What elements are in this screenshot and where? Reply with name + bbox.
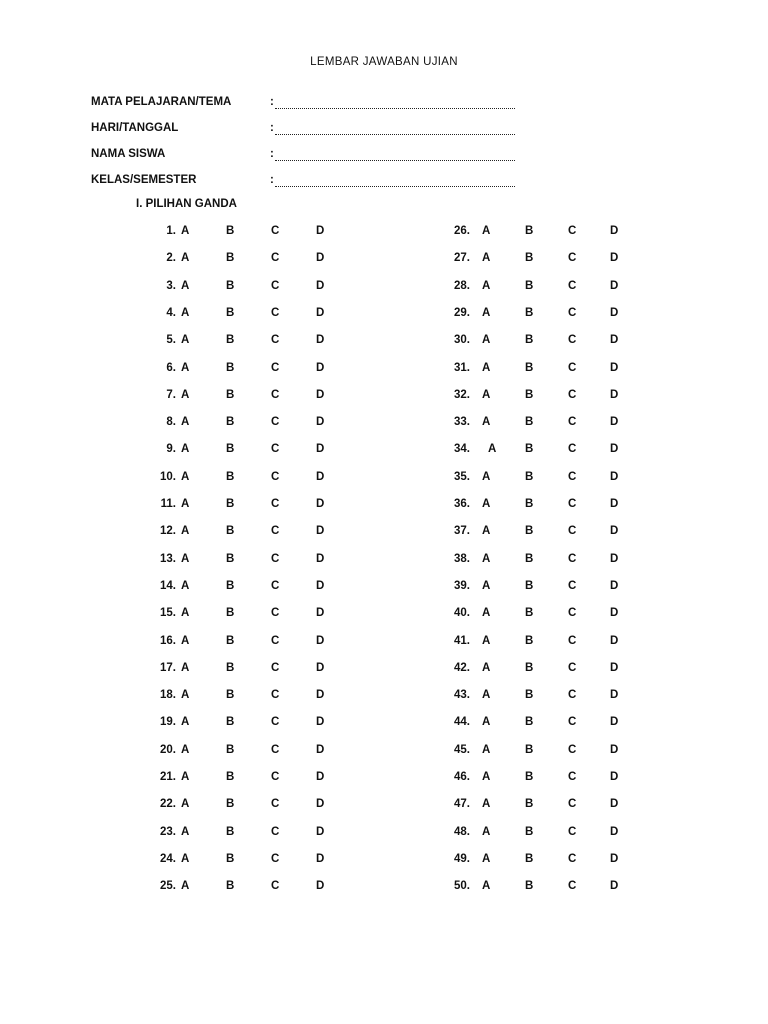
answer-option[interactable]: A xyxy=(181,552,190,565)
answer-option[interactable]: A xyxy=(482,852,491,865)
answer-option[interactable]: D xyxy=(610,825,619,838)
answer-option[interactable]: A xyxy=(181,880,190,893)
question-number: 17. xyxy=(160,661,176,674)
answer-option[interactable]: B xyxy=(226,716,235,729)
question-number: 35. xyxy=(454,470,470,483)
answer-option[interactable]: C xyxy=(271,743,280,756)
answer-option[interactable]: C xyxy=(568,552,577,565)
answer-option[interactable]: C xyxy=(568,607,577,620)
answer-option[interactable]: A xyxy=(482,743,491,756)
answer-option[interactable]: C xyxy=(568,771,577,783)
answer-option[interactable]: C xyxy=(568,443,577,456)
question-number: 6. xyxy=(166,361,176,374)
question-row-right xyxy=(0,715,768,729)
answer-option[interactable]: A xyxy=(181,634,190,647)
answer-option[interactable]: C xyxy=(271,716,280,729)
question-number: 10. xyxy=(160,470,176,483)
answer-option[interactable]: A xyxy=(482,771,491,783)
question-row-right xyxy=(0,306,768,320)
question-number: 19. xyxy=(160,716,176,729)
answer-option[interactable]: B xyxy=(226,306,235,319)
question-row-right xyxy=(0,415,768,429)
answer-option[interactable]: C xyxy=(568,470,577,483)
page-title: LEMBAR JAWABAN UJIAN xyxy=(310,56,458,68)
question-row-right xyxy=(0,333,768,347)
answer-option[interactable]: B xyxy=(525,852,534,865)
answer-option[interactable]: A xyxy=(181,306,190,319)
question-number: 46. xyxy=(454,771,470,783)
answer-option[interactable]: C xyxy=(271,225,280,237)
question-number: 45. xyxy=(454,743,470,756)
answer-option[interactable]: B xyxy=(525,743,534,756)
question-number: 31. xyxy=(454,361,470,374)
answer-option[interactable]: D xyxy=(316,880,325,893)
answer-option[interactable]: A xyxy=(181,607,190,620)
question-row-right xyxy=(0,279,768,293)
answer-option[interactable]: A xyxy=(482,470,491,483)
answer-option[interactable]: D xyxy=(316,743,325,756)
answer-option[interactable]: D xyxy=(316,306,325,319)
question-number: 15. xyxy=(160,607,176,620)
answer-option[interactable]: D xyxy=(610,279,619,292)
question-number: 47. xyxy=(454,798,470,811)
section-title: I. PILIHAN GANDA xyxy=(136,198,237,210)
answer-option[interactable]: D xyxy=(610,552,619,565)
answer-option[interactable]: C xyxy=(271,388,280,401)
answer-option[interactable]: A xyxy=(482,880,491,893)
answer-option[interactable]: C xyxy=(271,689,280,702)
answer-option[interactable]: C xyxy=(568,825,577,838)
answer-option[interactable]: B xyxy=(525,798,534,811)
question-number: 16. xyxy=(160,634,176,647)
answer-option[interactable]: B xyxy=(525,552,534,565)
answer-option[interactable]: B xyxy=(226,388,235,401)
answer-option[interactable]: A xyxy=(181,743,190,756)
answer-option[interactable]: B xyxy=(226,880,235,893)
question-number: 42. xyxy=(454,661,470,674)
question-number: 22. xyxy=(160,798,176,811)
answer-option[interactable]: D xyxy=(316,470,325,483)
question-number: 38. xyxy=(454,552,470,565)
answer-option[interactable]: B xyxy=(226,579,235,592)
question-row-right xyxy=(0,606,768,620)
question-number: 29. xyxy=(454,306,470,319)
answer-option[interactable]: A xyxy=(181,525,190,538)
question-number: 37. xyxy=(454,525,470,538)
answer-option[interactable]: B xyxy=(525,634,534,647)
answer-option[interactable]: A xyxy=(482,252,491,265)
answer-option[interactable]: B xyxy=(525,498,534,510)
field-colon: : xyxy=(270,122,274,134)
answer-option[interactable]: B xyxy=(226,443,235,456)
question-number: 13. xyxy=(160,552,176,565)
answer-option[interactable]: A xyxy=(482,388,491,401)
answer-option[interactable]: D xyxy=(610,225,619,237)
answer-option[interactable]: A xyxy=(482,498,491,510)
question-row-right xyxy=(0,797,768,811)
question-number: 41. xyxy=(454,634,470,647)
question-number: 50. xyxy=(454,880,470,893)
answer-option[interactable]: A xyxy=(181,279,190,292)
question-number: 32. xyxy=(454,388,470,401)
answer-option[interactable]: C xyxy=(271,661,280,674)
question-row-right xyxy=(0,579,768,593)
answer-option[interactable]: B xyxy=(226,634,235,647)
answer-option[interactable]: C xyxy=(271,634,280,647)
answer-option[interactable]: C xyxy=(568,743,577,756)
answer-option[interactable]: B xyxy=(525,388,534,401)
answer-option[interactable]: C xyxy=(568,361,577,374)
answer-option[interactable]: A xyxy=(181,579,190,592)
answer-option[interactable]: B xyxy=(525,525,534,538)
answer-option[interactable]: D xyxy=(316,279,325,292)
answer-option[interactable]: D xyxy=(316,716,325,729)
answer-option[interactable]: B xyxy=(525,825,534,838)
question-number: 33. xyxy=(454,416,470,429)
answer-option[interactable]: A xyxy=(482,225,491,237)
question-number: 11. xyxy=(160,498,176,510)
answer-option[interactable]: B xyxy=(226,661,235,674)
answer-option[interactable]: D xyxy=(316,525,325,538)
answer-option[interactable]: A xyxy=(181,661,190,674)
answer-option[interactable]: D xyxy=(316,634,325,647)
question-number: 7. xyxy=(166,388,176,401)
answer-option[interactable]: A xyxy=(482,279,491,292)
answer-option[interactable]: D xyxy=(316,825,325,838)
answer-option[interactable]: C xyxy=(271,361,280,374)
answer-option[interactable]: D xyxy=(610,470,619,483)
answer-option[interactable]: D xyxy=(610,252,619,265)
answer-option[interactable]: B xyxy=(525,334,534,347)
answer-option[interactable]: B xyxy=(525,607,534,620)
answer-option[interactable]: D xyxy=(316,416,325,429)
question-row-right xyxy=(0,743,768,757)
answer-option[interactable]: A xyxy=(482,716,491,729)
answer-option[interactable]: B xyxy=(525,306,534,319)
answer-option[interactable]: C xyxy=(271,416,280,429)
answer-option[interactable]: C xyxy=(568,661,577,674)
answer-option[interactable]: C xyxy=(271,552,280,565)
answer-option[interactable]: A xyxy=(482,634,491,647)
question-row-right xyxy=(0,251,768,265)
question-row-right xyxy=(0,688,768,702)
answer-option[interactable]: B xyxy=(226,825,235,838)
answer-option[interactable]: B xyxy=(226,334,235,347)
answer-option[interactable]: D xyxy=(610,689,619,702)
answer-option[interactable]: B xyxy=(226,416,235,429)
answer-option[interactable]: B xyxy=(226,607,235,620)
answer-option[interactable]: B xyxy=(525,716,534,729)
answer-option[interactable]: D xyxy=(610,771,619,783)
answer-option[interactable]: C xyxy=(568,525,577,538)
answer-option[interactable]: D xyxy=(610,443,619,456)
field-label: NAMA SISWA xyxy=(91,148,166,160)
answer-option[interactable]: D xyxy=(610,334,619,347)
answer-option[interactable]: D xyxy=(610,361,619,374)
field-dotted-line[interactable] xyxy=(275,121,515,135)
answer-option[interactable]: D xyxy=(610,306,619,319)
answer-option[interactable]: A xyxy=(181,825,190,838)
answer-option[interactable]: B xyxy=(525,361,534,374)
answer-option[interactable]: D xyxy=(316,552,325,565)
answer-option[interactable]: D xyxy=(316,661,325,674)
question-number: 4. xyxy=(166,306,176,319)
question-number: 1. xyxy=(166,225,176,237)
question-row-right xyxy=(0,497,768,511)
question-row-right xyxy=(0,442,768,456)
answer-option[interactable]: A xyxy=(181,771,190,783)
answer-option[interactable]: A xyxy=(181,470,190,483)
answer-option[interactable]: D xyxy=(316,771,325,783)
question-row-right xyxy=(0,825,768,839)
answer-option[interactable]: D xyxy=(610,525,619,538)
answer-option[interactable]: B xyxy=(525,771,534,783)
answer-option[interactable]: C xyxy=(271,771,280,783)
answer-option[interactable]: D xyxy=(316,579,325,592)
answer-option[interactable]: D xyxy=(610,607,619,620)
answer-option[interactable]: C xyxy=(271,306,280,319)
answer-option[interactable]: A xyxy=(181,388,190,401)
answer-option[interactable]: A xyxy=(181,443,190,456)
answer-option[interactable]: B xyxy=(226,525,235,538)
question-number: 2. xyxy=(166,252,176,265)
answer-option[interactable]: D xyxy=(316,334,325,347)
answer-option[interactable]: C xyxy=(271,825,280,838)
answer-option[interactable]: C xyxy=(568,880,577,893)
answer-option[interactable]: A xyxy=(482,689,491,702)
answer-option[interactable]: D xyxy=(610,416,619,429)
answer-option[interactable]: A xyxy=(482,825,491,838)
answer-option[interactable]: A xyxy=(181,225,190,237)
question-number: 40. xyxy=(454,607,470,620)
answer-option[interactable]: A xyxy=(482,661,491,674)
answer-option[interactable]: D xyxy=(316,388,325,401)
question-number: 8. xyxy=(166,416,176,429)
answer-option[interactable]: C xyxy=(568,306,577,319)
answer-option[interactable]: B xyxy=(226,252,235,265)
answer-option[interactable]: B xyxy=(525,443,534,456)
question-number: 23. xyxy=(160,825,176,838)
answer-option[interactable]: D xyxy=(610,579,619,592)
answer-option[interactable]: C xyxy=(271,279,280,292)
answer-option[interactable]: A xyxy=(482,416,491,429)
answer-option[interactable]: C xyxy=(271,525,280,538)
answer-option[interactable]: D xyxy=(316,852,325,865)
answer-option[interactable]: C xyxy=(271,334,280,347)
question-row-right xyxy=(0,524,768,538)
field-dotted-line[interactable] xyxy=(275,147,515,161)
answer-option[interactable]: D xyxy=(316,798,325,811)
answer-option[interactable]: B xyxy=(226,552,235,565)
question-number: 36. xyxy=(454,498,470,510)
answer-option[interactable]: A xyxy=(482,579,491,592)
answer-option[interactable]: C xyxy=(568,498,577,510)
answer-option[interactable]: C xyxy=(568,689,577,702)
answer-option[interactable]: B xyxy=(226,361,235,374)
question-number: 39. xyxy=(454,579,470,592)
answer-option[interactable]: D xyxy=(316,443,325,456)
question-number: 26. xyxy=(454,225,470,237)
question-number: 21. xyxy=(160,771,176,783)
answer-option[interactable]: B xyxy=(226,743,235,756)
question-number: 18. xyxy=(160,689,176,702)
question-number: 43. xyxy=(454,689,470,702)
question-number: 20. xyxy=(160,743,176,756)
answer-option[interactable]: C xyxy=(568,798,577,811)
question-row-right xyxy=(0,470,768,484)
answer-option[interactable]: C xyxy=(271,252,280,265)
question-row-right xyxy=(0,661,768,675)
question-number: 3. xyxy=(166,279,176,292)
answer-option[interactable]: D xyxy=(316,498,325,510)
answer-option[interactable]: B xyxy=(226,225,235,237)
answer-option[interactable]: A xyxy=(482,361,491,374)
answer-option[interactable]: D xyxy=(316,225,325,237)
answer-option[interactable]: D xyxy=(610,498,619,510)
field-dotted-line[interactable] xyxy=(275,173,515,187)
field-label: MATA PELAJARAN/TEMA xyxy=(91,96,232,108)
field-label: KELAS/SEMESTER xyxy=(91,174,197,186)
answer-option[interactable]: D xyxy=(610,661,619,674)
answer-option[interactable]: A xyxy=(181,689,190,702)
answer-option[interactable]: D xyxy=(610,743,619,756)
answer-option[interactable]: C xyxy=(568,225,577,237)
question-number: 28. xyxy=(454,279,470,292)
answer-option[interactable]: D xyxy=(610,388,619,401)
answer-option[interactable]: A xyxy=(482,334,491,347)
question-number: 49. xyxy=(454,852,470,865)
answer-option[interactable]: A xyxy=(181,852,190,865)
answer-option[interactable]: B xyxy=(226,771,235,783)
answer-option[interactable]: A xyxy=(482,607,491,620)
question-number: 25. xyxy=(160,880,176,893)
answer-option[interactable]: C xyxy=(271,852,280,865)
question-row-right xyxy=(0,224,768,238)
answer-option[interactable]: A xyxy=(482,798,491,811)
answer-option[interactable]: B xyxy=(525,252,534,265)
answer-option[interactable]: B xyxy=(226,279,235,292)
answer-option[interactable]: C xyxy=(568,334,577,347)
answer-option[interactable]: C xyxy=(568,579,577,592)
answer-option[interactable]: C xyxy=(271,443,280,456)
answer-option[interactable]: A xyxy=(181,334,190,347)
answer-option[interactable]: B xyxy=(226,689,235,702)
question-number: 44. xyxy=(454,716,470,729)
answer-option[interactable]: C xyxy=(568,716,577,729)
field-label: HARI/TANGGAL xyxy=(91,122,179,134)
answer-option[interactable]: A xyxy=(482,306,491,319)
answer-option[interactable]: A xyxy=(482,525,491,538)
answer-option[interactable]: D xyxy=(610,634,619,647)
answer-option[interactable]: D xyxy=(316,252,325,265)
answer-option[interactable]: B xyxy=(525,225,534,237)
answer-option[interactable]: C xyxy=(271,607,280,620)
answer-option[interactable]: B xyxy=(226,852,235,865)
answer-option[interactable]: C xyxy=(271,498,280,510)
question-row-right xyxy=(0,634,768,648)
field-dotted-line[interactable] xyxy=(275,95,515,109)
question-row-right xyxy=(0,552,768,566)
answer-option[interactable]: A xyxy=(488,443,497,456)
answer-option[interactable]: B xyxy=(226,470,235,483)
answer-option[interactable]: D xyxy=(316,361,325,374)
question-row-right xyxy=(0,852,768,866)
answer-option[interactable]: A xyxy=(181,716,190,729)
question-number: 9. xyxy=(166,443,176,456)
answer-option[interactable]: C xyxy=(568,252,577,265)
question-number: 27. xyxy=(454,252,470,265)
answer-option[interactable]: C xyxy=(568,279,577,292)
field-colon: : xyxy=(270,148,274,160)
question-row-right xyxy=(0,388,768,402)
question-number: 14. xyxy=(160,579,176,592)
answer-option[interactable]: A xyxy=(181,252,190,265)
question-row-right xyxy=(0,770,768,784)
field-colon: : xyxy=(270,96,274,108)
answer-option[interactable]: C xyxy=(568,416,577,429)
answer-option[interactable]: D xyxy=(610,852,619,865)
answer-option[interactable]: B xyxy=(226,498,235,510)
answer-option[interactable]: D xyxy=(610,716,619,729)
answer-option[interactable]: D xyxy=(610,880,619,893)
answer-option[interactable]: B xyxy=(525,579,534,592)
answer-option[interactable]: D xyxy=(316,689,325,702)
answer-option[interactable]: B xyxy=(525,279,534,292)
question-number: 30. xyxy=(454,334,470,347)
answer-option[interactable]: B xyxy=(525,661,534,674)
answer-option[interactable]: B xyxy=(525,416,534,429)
answer-option[interactable]: C xyxy=(568,388,577,401)
answer-option[interactable]: C xyxy=(568,852,577,865)
answer-option[interactable]: C xyxy=(271,470,280,483)
answer-option[interactable]: B xyxy=(525,689,534,702)
answer-option[interactable]: C xyxy=(271,880,280,893)
field-colon: : xyxy=(270,174,274,186)
answer-option[interactable]: B xyxy=(525,470,534,483)
question-number: 24. xyxy=(160,852,176,865)
answer-option[interactable]: D xyxy=(610,798,619,811)
answer-option[interactable]: C xyxy=(271,579,280,592)
question-row-right xyxy=(0,879,768,893)
answer-option[interactable]: A xyxy=(181,416,190,429)
answer-option[interactable]: A xyxy=(482,552,491,565)
question-number: 48. xyxy=(454,825,470,838)
answer-option[interactable]: A xyxy=(181,798,190,811)
question-row-right xyxy=(0,361,768,375)
question-number: 12. xyxy=(160,525,176,538)
question-number: 5. xyxy=(166,334,176,347)
answer-option[interactable]: D xyxy=(316,607,325,620)
answer-option[interactable]: B xyxy=(226,798,235,811)
answer-option[interactable]: C xyxy=(271,798,280,811)
answer-option[interactable]: C xyxy=(568,634,577,647)
answer-option[interactable]: A xyxy=(181,361,190,374)
question-number: 34. xyxy=(454,443,470,456)
answer-option[interactable]: B xyxy=(525,880,534,893)
answer-option[interactable]: A xyxy=(181,498,190,510)
